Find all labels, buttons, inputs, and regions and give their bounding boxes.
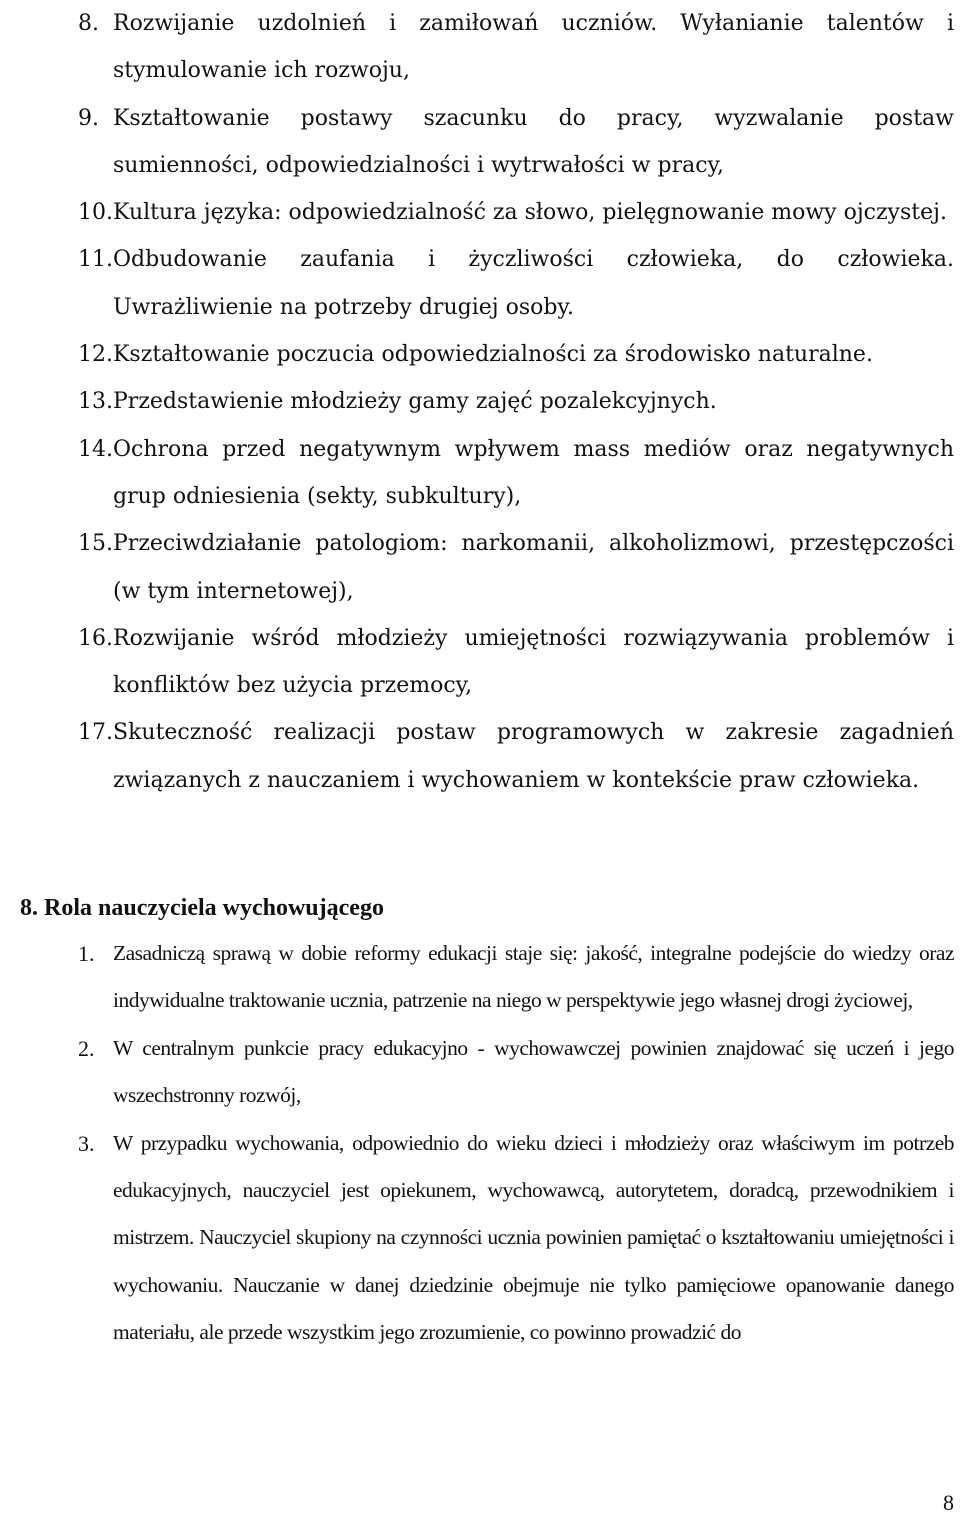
list-item bbox=[0, 236, 960, 331]
list-item bbox=[0, 378, 960, 425]
item-number: 3. bbox=[78, 1130, 95, 1156]
item-number: 2. bbox=[78, 1035, 95, 1061]
item-number: 8. bbox=[78, 11, 99, 36]
item-number: 1. bbox=[78, 941, 95, 966]
item-text: Zasadniczą sprawą w dobie reformy edukacji staje się: jakość, integralne podejście do wiedzy oraz indywidualne traktowanie ucznia, patrzenie na niego w perspektywie jego własnej drogi życiowej, bbox=[113, 941, 954, 1013]
item-text: Skuteczność realizacji postaw programowych w zakresie zagadnień związanych z nauczaniem i wychowaniem w kontekście praw człowieka. bbox=[113, 720, 954, 793]
item-number: 9. bbox=[78, 105, 99, 131]
item-number: 15. bbox=[78, 531, 113, 557]
list-item bbox=[0, 1120, 960, 1357]
item-text: Kształtowanie poczucia odpowiedzialności za środowisko naturalne. bbox=[113, 342, 873, 368]
list-item bbox=[0, 615, 960, 710]
item-text: Kultura języka: odpowiedzialność za słowo, pielęgnowanie mowy ojczystej. bbox=[113, 200, 947, 226]
item-text: Odbudowanie zaufania i życzliwości człowieka, do człowieka. Uwrażliwienie na potrzeby drugiej osoby. bbox=[113, 247, 954, 320]
item-number: 13. bbox=[78, 389, 113, 415]
item-text: Ochrona przed negatywnym wpływem mass mediów oraz negatywnych grup odniesienia (sekty, subkultury), bbox=[113, 436, 954, 509]
teacher-role-list bbox=[0, 930, 960, 1357]
list-item bbox=[0, 95, 960, 190]
item-number: 14. bbox=[78, 436, 113, 462]
item-text: Rozwijanie uzdolnień i zamiłowań uczniów. Wyłanianie talentów i stymulowanie ich rozwoju, bbox=[113, 11, 954, 84]
item-text: W przypadku wychowania, odpowiednio do wieku dzieci i młodzieży oraz właściwym im potrzeb edukacyjnych, nauczyciel jest opiekunem, wychowawcą, autorytetem, doradcą, przewodnikiem i mistrzem. Nauczyciel skupiony na czynności ucznia powinien pamiętać o kształtowaniu umiejętności i wychowaniu. Nauczanie w danej dziedzinie obejmuje nie tylko pamięciowe opanowanie danego materiału, ale przede wszystkim jego zrozumienie, co powinno prowadzić do bbox=[113, 1130, 954, 1345]
page-number: 8 bbox=[943, 1490, 954, 1515]
item-text: Rozwijanie wśród młodzieży umiejętności rozwiązywania problemów i konfliktów bez użycia przemocy, bbox=[113, 625, 954, 699]
list-item bbox=[0, 426, 960, 521]
list-item bbox=[0, 331, 960, 378]
item-number: 12. bbox=[78, 342, 113, 368]
item-text: Kształtowanie postawy szacunku do pracy, wyzwalanie postaw sumienności, odpowiedzialności i wytrwałości w pracy, bbox=[113, 105, 954, 178]
item-number: 16. bbox=[78, 625, 113, 651]
item-text: Przedstawienie młodzieży gamy zajęć pozalekcyjnych. bbox=[113, 389, 717, 415]
item-number: 11. bbox=[78, 247, 113, 273]
item-text: W centralnym punkcie pracy edukacyjno - wychowawczej powinien znajdować się uczeń i jego wszechstronny rozwój, bbox=[113, 1035, 954, 1108]
list-item bbox=[0, 520, 960, 615]
item-text: Przeciwdziałanie patologiom: narkomanii, alkoholizmowi, przestępczości (w tym internetowej), bbox=[113, 531, 954, 604]
list-item bbox=[0, 189, 960, 236]
item-number: 17. bbox=[78, 720, 113, 746]
list-item bbox=[0, 1025, 960, 1120]
list-item bbox=[0, 709, 960, 804]
section-heading: 8. Rola nauczyciela wychowującego bbox=[20, 895, 384, 921]
list-item bbox=[0, 0, 960, 95]
list-item bbox=[0, 930, 960, 1025]
item-number: 10. bbox=[78, 200, 113, 226]
